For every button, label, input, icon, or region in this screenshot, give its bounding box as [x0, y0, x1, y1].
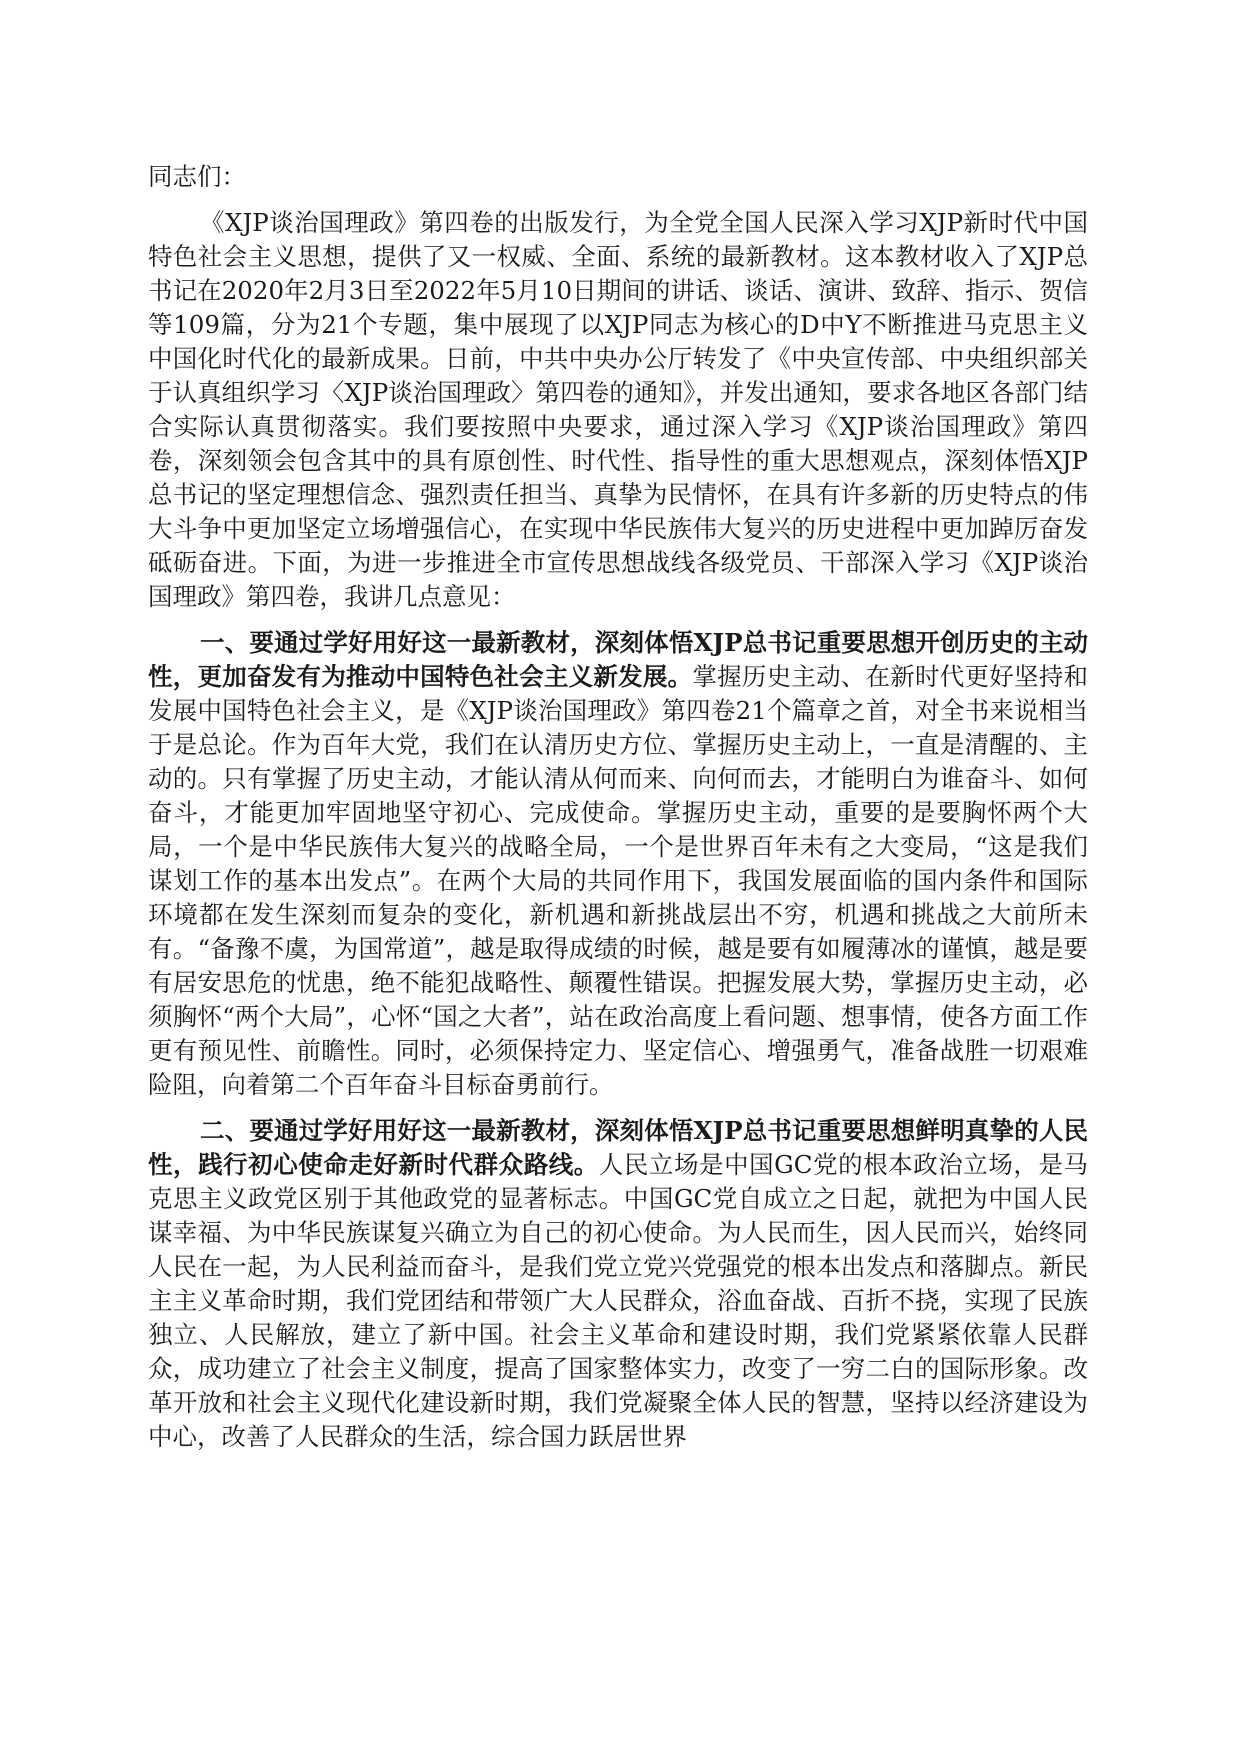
section-2-paragraph: [148, 1114, 1088, 1454]
section-2-body: 人民立场是中国GC党的根本政治立场，是马克思主义政党区别于其他政党的显著标志。中国GC党自成立之日起，就把为中国人民谋幸福、为中华民族谋复兴确立为自己的初心使命。为人民而生，因人民而兴，始终同人民在一起，为人民利益而奋斗，是我们党立党兴党强党的根本出发点和落脚点。新民主主义革命时期，我们党团结和带领广大人民群众，浴血奋战、百折不挠，实现了民族独立、人民解放，建立了新中国。社会主义革命和建设时期，我们党紧紧依靠人民群众，成功建立了社会主义制度，提高了国家整体实力，改变了一穷二白的国际形象。改革开放和社会主义现代化建设新时期，我们党凝聚全体人民的智慧，坚持以经济建设为中心，改善了人民群众的生活，综合国力跃居世界: [148, 1150, 1088, 1451]
section-1-heading: 一、要通过学好用好这一最新教材，深刻体悟XJP总书记重要思想开创历史的主动性，更加奋发有为推动中国特色社会主义新发展。: [148, 628, 1088, 691]
section-2-heading: 二、要通过学好用好这一最新教材，深刻体悟XJP总书记重要思想鲜明真挚的人民性，践行初心使命走好新时代群众路线。: [148, 1116, 1088, 1179]
intro-paragraph: 《XJP谈治国理政》第四卷的出版发行，为全党全国人民深入学习XJP新时代中国特色社会主义思想，提供了又一权威、全面、系统的最新教材。这本教材收入了XJP总书记在2020年2月3日至2022年5月10日期间的讲话、谈话、演讲、致辞、指示、贺信等109篇，分为21个专题，集中展现了以XJP同志为核心的D中Y不断推进马克思主义中国化时代化的最新成果。日前，中共中央办公厅转发了《中央宣传部、中央组织部关于认真组织学习〈XJP谈治国理政〉第四卷的通知》，并发出通知，要求各地区各部门结合实际认真贯彻落实。我们要按照中央要求，通过深入学习《XJP谈治国理政》第四卷，深刻领会包含其中的具有原创性、时代性、指导性的重大思想观点，深刻体悟XJP总书记的坚定理想信念、强烈责任担当、真挚为民情怀，在具有许多新的历史特点的伟大斗争中更加坚定立场增强信心，在实现中华民族伟大复兴的历史进程中更加踔厉奋发砥砺奋进。下面，为进一步推进全市宣传思想战线各级党员、干部深入学习《XJP谈治国理政》第四卷，我讲几点意见：: [148, 208, 1088, 611]
section-1-body: 掌握历史主动、在新时代更好坚持和发展中国特色社会主义，是《XJP谈治国理政》第四卷21个篇章之首，对全书来说相当于是总论。作为百年大党，我们在认清历史方位、掌握历史主动上，一直是清醒的、主动的。只有掌握了历史主动，才能认清从何而来、向何而去，才能明白为谁奋斗、如何奋斗，才能更加牢固地坚守初心、完成使命。掌握历史主动，重要的是要胸怀两个大局，一个是中华民族伟大复兴的战略全局，一个是世界百年未有之大变局，“这是我们谋划工作的基本出发点”。在两个大局的共同作用下，我国发展面临的国内条件和国际环境都在发生深刻而复杂的变化，新机遇和新挑战层出不穷，机遇和挑战之大前所未有。“备豫不虞，为国常道”，越是取得成绩的时候，越是要有如履薄冰的谨慎，越是要有居安思危的忧患，绝不能犯战略性、颠覆性错误。把握发展大势，掌握历史主动，必须胸怀“两个大局”，心怀“国之大者”，站在政治高度上看问题、想事情，使各方面工作更有预见性、前瞻性。同时，必须保持定力、坚定信心、增强勇气，准备战胜一切艰难险阻，向着第二个百年奋斗目标奋勇前行。: [148, 662, 1089, 1099]
section-1-paragraph: [148, 626, 1088, 1102]
salutation: 同志们：: [148, 162, 246, 191]
document-body: [148, 160, 1088, 1466]
